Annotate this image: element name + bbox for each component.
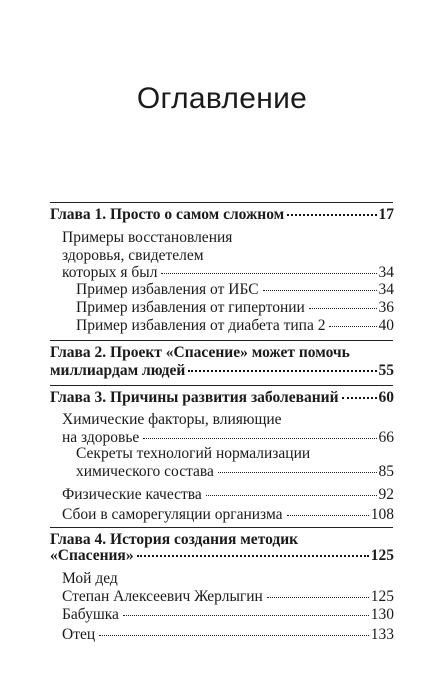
toc-page-number: 34: [378, 264, 394, 281]
toc-entry-label: Физические качества: [62, 486, 202, 503]
toc-page-number: 133: [370, 626, 394, 643]
toc-page-number: 40: [378, 317, 394, 334]
separator-rule: [50, 385, 393, 386]
toc-entry[interactable]: [76, 281, 394, 299]
toc-page-number: 55: [378, 362, 394, 379]
toc-chapter-4[interactable]: [50, 547, 394, 565]
toc-page-number: 17: [378, 206, 394, 223]
toc-entry[interactable]: [76, 317, 394, 335]
leader-dots: [137, 555, 369, 557]
leader-dots: [188, 370, 376, 372]
toc-page-number: 108: [370, 506, 394, 523]
leader-dots: [267, 597, 369, 598]
leader-dots: [342, 397, 377, 399]
toc-entry-label: «Спасения»: [50, 547, 134, 564]
toc-entry-label: на здоровье: [62, 429, 140, 446]
toc-entry[interactable]: [62, 606, 394, 624]
leader-dots: [263, 290, 377, 291]
toc-entry-label: Сбои в саморегуляции организма: [62, 506, 283, 523]
toc-entry-line: Примеры восстановления: [62, 229, 233, 246]
leader-dots: [329, 326, 376, 327]
toc-entry[interactable]: [62, 588, 394, 606]
leader-dots: [143, 438, 376, 439]
leader-dots: [206, 495, 377, 496]
toc-page-number: 60: [378, 389, 394, 406]
toc-entry-label: Глава 1. Просто о самом сложном: [50, 206, 285, 223]
separator-rule: [50, 202, 393, 203]
toc-entry-label: Степан Алексеевич Жерлыгин: [62, 588, 263, 605]
leader-dots: [287, 214, 376, 216]
toc-entry-label: Пример избавления от ИБС: [76, 281, 259, 298]
toc-chapter-1[interactable]: [50, 206, 394, 224]
toc-page-number: 125: [370, 547, 394, 564]
separator-rule: [50, 340, 393, 341]
separator-rule: [50, 527, 393, 528]
leader-dots: [99, 635, 369, 636]
leader-dots: [287, 515, 369, 516]
toc-entry-label: которых я был: [62, 264, 158, 281]
toc-entry[interactable]: [76, 463, 394, 481]
toc-page-number: 85: [378, 463, 394, 480]
toc-page-number: 66: [378, 429, 394, 446]
toc-chapter-2[interactable]: [50, 362, 394, 380]
page-title: Оглавление: [136, 82, 308, 115]
toc-entry[interactable]: [62, 506, 394, 524]
toc-entry-label: Бабушка: [62, 606, 119, 623]
toc-entry-line: Секреты технологий нормализации: [76, 445, 311, 462]
toc-chapter-2-line: Глава 2. Проект «Спасение» может помочь: [50, 344, 350, 361]
toc-entry-line: Мой дед: [62, 570, 118, 587]
toc-page-number: 36: [378, 299, 394, 316]
toc-entry-label: Отец: [62, 626, 96, 643]
leader-dots: [161, 273, 376, 274]
leader-dots: [309, 308, 377, 309]
toc-chapter-3[interactable]: [50, 389, 394, 407]
leader-dots: [123, 615, 369, 616]
toc-entry-label: Пример избавления от гипертонии: [76, 299, 305, 316]
toc-entry-label: Пример избавления от диабета типа 2: [76, 317, 326, 334]
toc-entry[interactable]: [62, 626, 394, 644]
toc-entry[interactable]: [62, 264, 394, 282]
leader-dots: [218, 472, 377, 473]
toc-entry-line: здоровья, свидетелем: [62, 247, 204, 264]
toc-entry[interactable]: [62, 486, 394, 504]
toc-page-number: 125: [370, 588, 394, 605]
toc-entry[interactable]: [76, 299, 394, 317]
toc-entry-line: Химические факторы, влияющие: [62, 411, 282, 428]
toc-entry-label: Глава 3. Причины развития заболеваний: [50, 389, 339, 406]
toc-entry-label: химического состава: [76, 463, 214, 480]
toc-entry-label: миллиардам людей: [50, 362, 186, 379]
toc-page-number: 130: [370, 606, 394, 623]
toc-page-number: 34: [378, 281, 394, 298]
toc-chapter-4-line: Глава 4. История создания методик: [50, 531, 299, 548]
toc-page-number: 92: [378, 486, 394, 503]
